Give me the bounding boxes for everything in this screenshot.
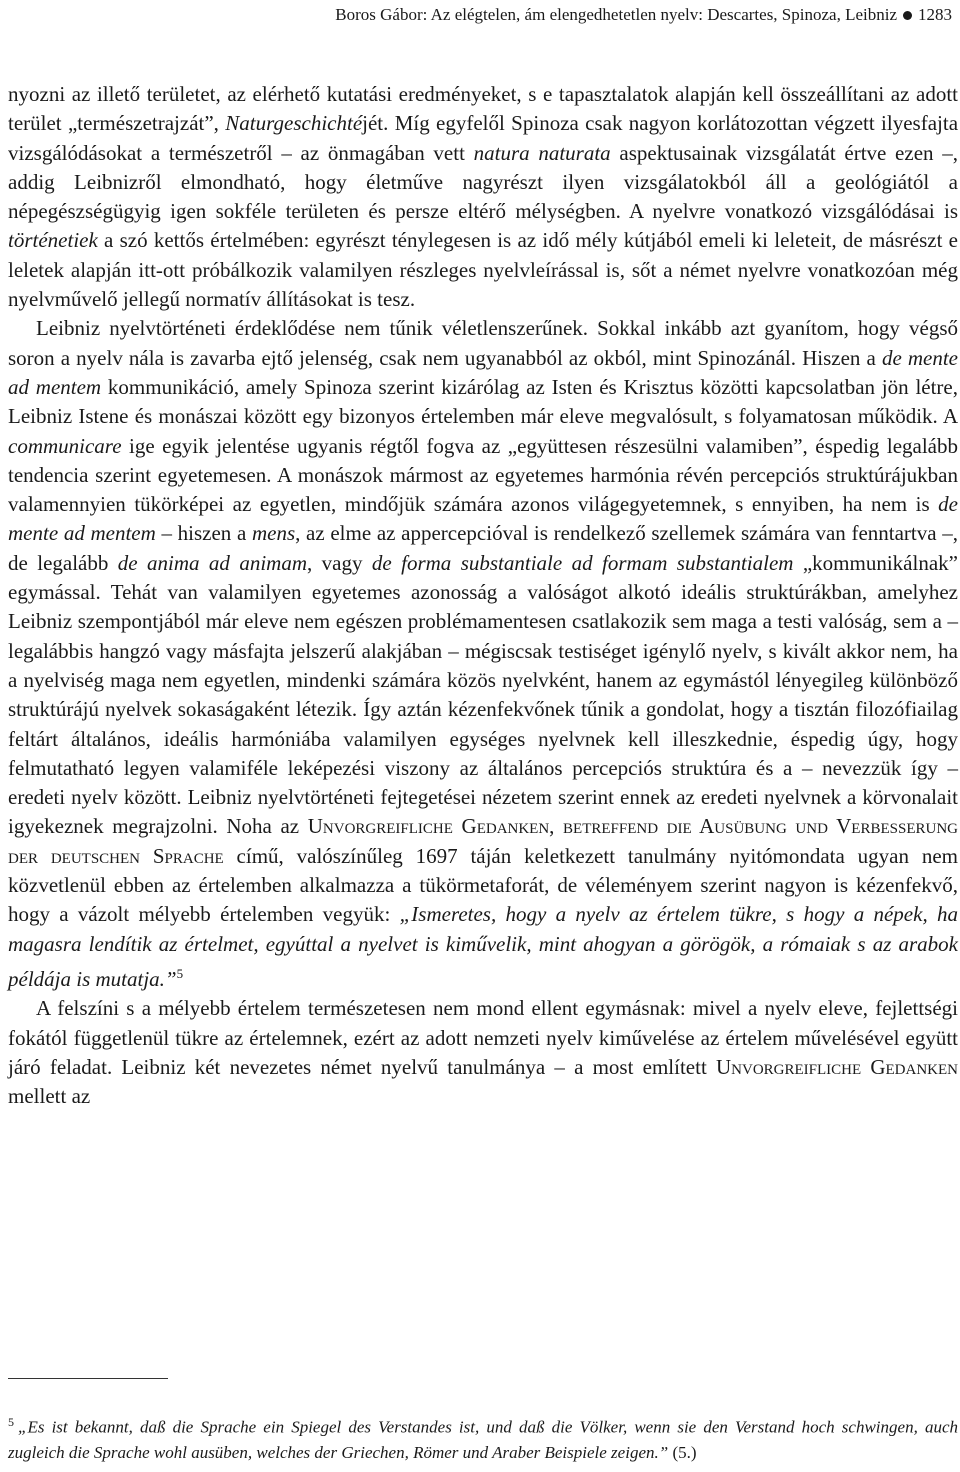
text-span: a szó kettős értelmében: egyrészt ténylegesen is az idő mély kútjából emeli ki leleteit, de másrészt e leletek alapján itt-ott próbálkozik valamilyen részleges nyelvleírással is, sőt a német nyelvre vonatkozóan még nyelvművelő jellegű normatív állításokat is tesz.	[8, 228, 958, 312]
footnote-source: (5.)	[668, 1442, 697, 1462]
running-title: Boros Gábor: Az elégtelen, ám elengedhetetlen nyelv: Descartes, Spinoza, Leibniz	[335, 5, 897, 24]
italic-term: mens	[251, 521, 296, 546]
paragraph-2	[8, 314, 958, 994]
body-text	[8, 80, 958, 1111]
running-head	[8, 0, 952, 30]
footnote-text: „Es ist bekannt, daß die Sprache ein Spiegel des Verstandes ist, und daß die Völker, wenn sie den Verstand hoch schwingen, auch zugleich die Sprache wohl ausüben, welches der Griechen, Römer und Araber Beispiele zeigen.”	[8, 1417, 958, 1462]
text-span: nyozni az illető területet, az elérhető kutatási eredményeket, s e tapasztalatok alapján kell összeállítani az adott terület „természetrajzát”,	[8, 82, 958, 136]
bullet-icon	[903, 11, 912, 20]
text-span: , az elme az appercepcióval is rendelkező szellemek számára van fenntartva –, de legalább	[8, 521, 958, 575]
quotation: „Ismeretes, hogy a nyelv az értelem tükre, s hogy a népek, ha magasra lendítik az értelmet, egyúttal a nyelvet is kiművelik, mint ahogyan a görögök, a rómaiak s az arabok példája is mutatja.”	[8, 902, 958, 991]
footnote-number: 5	[8, 1415, 14, 1429]
text-span: – hiszen a	[155, 521, 252, 546]
text-span: Leibniz nyelvtörténeti érdeklődése nem tűnik véletlenszerűnek. Sokkal inkább azt gyanítom, hogy végső soron a nyelv nála is zavarba ejtő jelenség, csak nem ugyanabból az okból, mint Spinozánál. Hiszen a	[8, 316, 958, 370]
text-span: A felszíni s a mélyebb értelem természetesen nem mond ellent egymásnak: mivel a nyelv eleve, fejlettségi fokától függetlenül tükre az értelemnek, ezért az adott nemzeti nyelv kiművelése az értelem művelésével együtt járó feladat. Leibniz két nevezetes német nyelvű tanulmánya – a most említett	[8, 996, 958, 1079]
text-span: jét. Míg egyfelől Spinoza csak nagyon korlátozottan végzett ilyesfajta vizsgálódásokat a természetről – az önmagában vett	[8, 111, 959, 165]
footnote	[8, 1410, 958, 1465]
text-span: , vagy	[307, 550, 372, 575]
footnote-divider	[8, 1378, 168, 1379]
text-span: kommunikáció, amely Spinoza szerint kizárólag az Isten és Krisztus közötti kapcsolatban jön létre, Leibniz Istene és monászai között egy bizonyos értelemben már eleve megvalósult, s folyamatosan működik. A	[8, 374, 958, 429]
italic-term: de mente ad mentem	[8, 492, 958, 546]
text-span: mellett az	[8, 1084, 91, 1109]
italic-term: de anima ad animam	[117, 550, 307, 575]
footnote-ref[interactable]: 5	[176, 965, 184, 981]
work-title: Unvorgreifliche Gedanken	[715, 1054, 958, 1079]
paragraph-1	[8, 80, 958, 314]
italic-term: communicare	[8, 433, 122, 458]
page-number: 1283	[918, 5, 952, 24]
italic-term: de mente ad mentem	[8, 345, 958, 399]
italic-term: Naturgeschichté	[225, 111, 363, 136]
text-span: „kommunikálnak” egymással. Tehát van valamilyen egyetemes azonosság a valóságot alkotó ideális struktúrákban, amelyhez Leibniz szempontjából már eleve nem egészen problémamentesen csatlakozik sem maga a testi valóság, sem a – legalábbis hangzó vagy másfajta jelszerű alakjában – mégiscsak testiséget igénylő nyelv, s kivált akkor nem, ha a nyelviség maga nem egyetlen, mindenki számára közös nyelvként, hanem az egymástól lényegileg különböző struktúrájú nyelvek sokaságaként létezik. Így aztán kézenfekvőnek tűnik a gondolat, hogy a tisztán filozófiailag feltárt általános, ideális harmóniába valamilyen egységes nyelvnek kell illeszkednie, éspedig úgy, hogy felmutatható legyen valamiféle leképezési viszony az általános percepciós struktúra és a – nevezzük így – eredeti nyelv között. Leibniz nyelvtörténeti fejtegetései nézetem szerint ennek az eredeti nyelvnek a körvonalait igyekeznek megrajzolni. Noha az	[8, 550, 958, 839]
text-span: aspektusainak vizsgálatát értve ezen –, addig Leibnizről elmondható, hogy életműve nagyrészt ilyen vizsgálatokból áll a geológiától a népegészségügyig igen sokféle területen és persze eltérő mélységben. A nyelvre vonatkozó vizsgálódásai is	[8, 140, 958, 224]
paragraph-3	[8, 994, 958, 1111]
work-title: Unvorgreifliche Gedanken, betreffend die Ausübung und Verbesserung der deutschen Sprache	[8, 814, 958, 868]
italic-term: de forma substantiale ad formam substantialem	[371, 550, 794, 575]
text-span: ige egyik jelentése ugyanis régtől fogva az „együttesen részesülni valamiben”, éspedig legalább tendencia szerint egyetemesen. A monászok mármost az egyetemes harmónia révén percepciós struktúrájukban valamennyien tükörképei az egyetlen, mindőjük számára azonos világegyetemnek, s ennyiben, ha nem is	[8, 433, 958, 517]
text-span: című, valószínűleg 1697 táján keletkezett tanulmány nyitómondata ugyan nem közvetlenül ebben az értelemben alkalmazza a tükörmetaforát, de véleményem szerint nagyon is kézenfekvő, hogy a vázolt mélyebb értelemben vegyük:	[8, 843, 958, 927]
italic-term: natura naturata	[473, 140, 611, 165]
italic-term: történetiek	[8, 228, 98, 253]
